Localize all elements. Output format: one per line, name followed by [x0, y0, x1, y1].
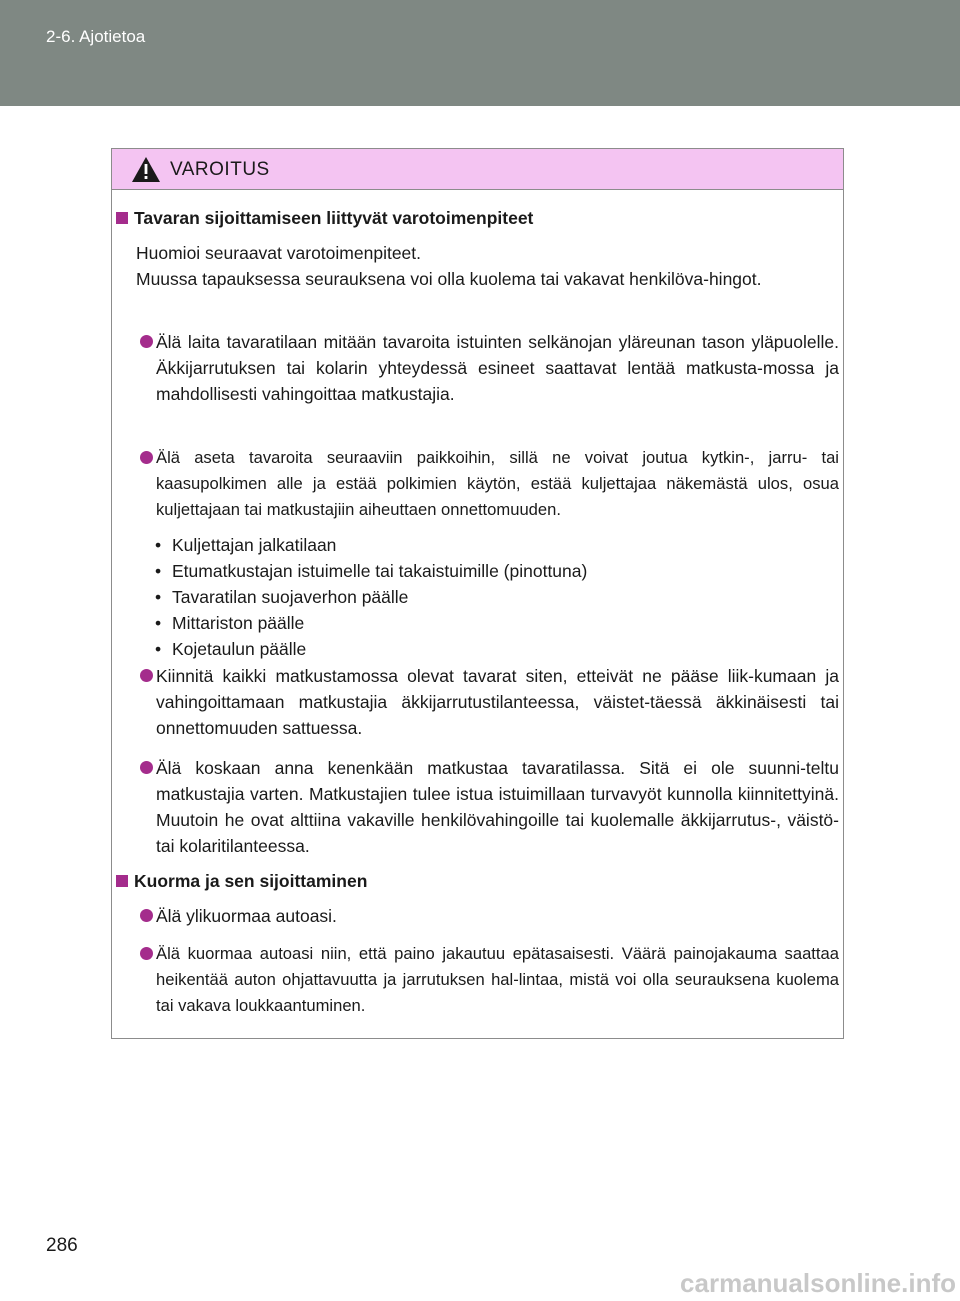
warning-header — [112, 149, 843, 190]
warning-title: VAROITUS — [170, 159, 270, 180]
list-item: Älä koskaan anna kenenkään matkustaa tavaratilassa. Sitä ei ole suunni-teltu matkustajia varten. Matkustajien tulee istua istuimillaan turvavyöt kunnolla kiinnitettyinä. Muutoin he ovat alttiina vakaville henkilövahingoille tai kuolemalle äkkijarrutus-, väistö- tai kolaritilanteessa. — [140, 755, 839, 859]
circle-bullet-icon — [140, 947, 153, 960]
circle-bullet-icon — [140, 335, 153, 348]
list-item: Älä ylikuormaa autoasi. — [140, 903, 839, 929]
sub-list-item: • Kuljettajan jalkatilaan — [155, 535, 337, 555]
page-header — [0, 0, 960, 106]
sub-list-item: • Etumatkustajan istuimelle tai takaistuimille (pinottuna) — [155, 561, 588, 581]
sub-list-item: • Tavaratilan suojaverhon päälle — [155, 587, 409, 607]
section-heading-cargo-precautions: Tavaran sijoittamiseen liittyvät varotoimenpiteet — [116, 208, 533, 229]
sub-list-item: • Mittariston päälle — [155, 613, 305, 633]
square-bullet-icon — [116, 212, 128, 224]
section-heading-load: Kuorma ja sen sijoittaminen — [116, 871, 367, 892]
circle-bullet-icon — [140, 451, 153, 464]
square-bullet-icon — [116, 875, 128, 887]
page-number: 286 — [46, 1235, 78, 1256]
section-title: 2-6. Ajotietoa — [46, 27, 146, 46]
warning-box — [111, 148, 844, 1039]
list-item: Kiinnitä kaikki matkustamossa olevat tavarat siten, etteivät ne pääse liik-kumaan ja vahingoittamaan matkustajia äkkijarrutustilanteessa, väistet-täessä äkkinäisesti tai onnettomuuden sattuessa. — [140, 663, 839, 741]
list-item: Älä kuormaa autoasi niin, että paino jakautuu epätasaisesti. Väärä painojakauma saattaa heikentää auton ohjattavuutta ja jarrutuksen hal-lintaa, mistä voi olla seurauksena kuolema tai vakava loukkaantuminen. — [140, 941, 839, 1019]
sub-list-item: • Kojetaulun päälle — [155, 639, 307, 659]
circle-bullet-icon — [140, 761, 153, 774]
circle-bullet-icon — [140, 669, 153, 682]
circle-bullet-icon — [140, 909, 153, 922]
warning-triangle-icon — [131, 156, 161, 183]
intro-paragraph: Huomioi seuraavat varotoimenpiteet. Muussa tapauksessa seurauksena voi olla kuolema tai vakavat henkilöva-hingot. — [136, 243, 762, 289]
list-item: Älä aseta tavaroita seuraaviin paikkoihin, sillä ne voivat joutua kytkin-, jarru- tai kaasupolkimen alle ja estää polkimien käytön, estää kuljettajaa näkemästä ulos, osua kuljettajaan tai matkustajiin aiheuttaen onnettomuuden. — [140, 445, 839, 523]
watermark: carmanualsonline.info — [680, 1268, 956, 1298]
list-item: Älä laita tavaratilaan mitään tavaroita istuinten selkänojan yläreunan tason yläpuolelle. Äkkijarrutuksen tai kolarin yhteydessä esineet saattavat lentää matkusta-mossa ja mahdollisesti vahingoittaa matkustajia. — [140, 329, 839, 407]
